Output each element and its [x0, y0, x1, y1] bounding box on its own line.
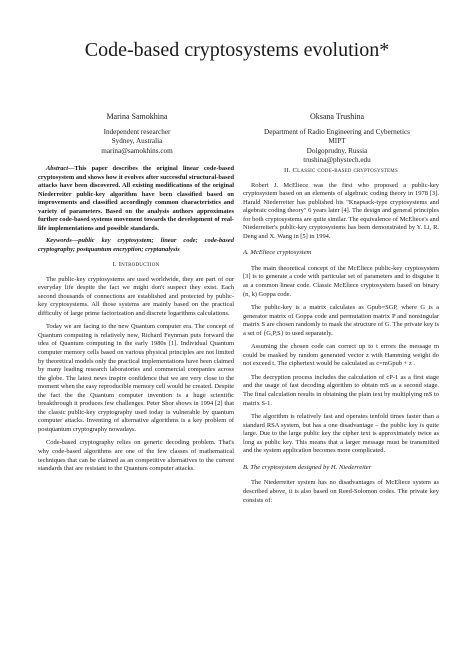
abstract-text: —This paper describes the original linear code-based cryptosystem and shows how it evolves after successful structural-based attacks have been discovered. All existing modifications of the original Niederreiter public-key algorithm have been classified based on improvements and classified accordingly common characteristics and variety of parameters. Based on the analysis authors approximates further code-based systems movement towards the development of real-life implementations and possible standards.	[38, 165, 234, 232]
paragraph: Code-based cryptography relies on generic decoding problem. That's why code-based algorithms are one of the few classes of mathematical techniques that can be claimed as an competitive alternatives to the current standards that are resistant to the Quantum computer attacks.	[38, 439, 234, 473]
paragraph: Robert J. McEliece was the first who proposed a public-key cryptosystem based on an elements of algebraic coding theory in 1978 [3]. Harald Niederreiter has published his "Knapsack-type cryptosystems and algebraic coding theory" 6 years later [4]. The design and general principles for both cryptosystems are quite similar. The equivalence of McEliece's and Niederreiter's public-key cryptosystems has been demonstrated by Y. Li, R. Deng and X. Wang in [5] in 1994.	[243, 181, 439, 240]
paragraph: Assuming the chosen code can correct up to t errors the message m could be masked by random generated vector z with Hamming weight do not exceed t. The ciphertext would be calculated as c=mGpub + z .	[243, 343, 439, 368]
subsection-heading-mceliece: A. McEliece cryptosystem	[243, 249, 312, 257]
author-institution: MIPT	[328, 137, 346, 146]
left-column	[38, 165, 234, 474]
paragraph: The algorithm is relatively fast and operates tenfold times faster than a standard RSA system, but has a one disadvantage – the public key is quite large. Due to the large public key the cipher text is approximately twice as long as public key. This means that a larger message must be transmitted and the system application becomes more complicated.	[243, 413, 439, 455]
author-affiliation: Department of Radio Engineering and Cybernetics	[264, 127, 410, 136]
abstract-label: Abstract	[46, 165, 69, 172]
author-email: marina@samokhins.com	[101, 146, 173, 155]
keywords-label: Keywords	[46, 237, 72, 244]
section-title: Introduction	[118, 261, 160, 269]
author-block-2	[252, 112, 422, 166]
abstract	[38, 165, 234, 233]
paragraph: The public-key is a matrix calculates as Gpub=SGP, where G is a generator matrix of Goppa code and permutation matrix P and nonsingular matrix S are chosen randomly to mask the structure of G. The private key is a set of {G,P,S} to used separately.	[243, 304, 439, 337]
author-email: trushina@phystech.edu	[303, 156, 371, 165]
section-heading-introduction	[38, 261, 234, 270]
author-location: Sydney, Australia	[111, 137, 163, 146]
section-title: Classic code-based cryptosystems	[292, 167, 398, 174]
section-heading-classic	[243, 167, 439, 176]
author-block-1	[52, 112, 222, 156]
author-name: Oksana Trushina	[309, 112, 364, 121]
paragraph: The main theoretical concept of the McEliece public-key cryptosystem [3] is to generate a code with particular set of parameters and to disguise it as a common linear code. Classic McEliece cryptosystem based on binary (n, k) Goppa code.	[243, 264, 439, 298]
paragraph: Today we are facing to the new Quantum computer era. The concept of Quantum computing is relatively new, Richard Feynman puts forward the idea of Quantum computing in the early 1980s [1]. Individual Quantum computer memory cells based on various physical principles are not limited by theoretical models only the practical implementations have been claimed by many leading research laboratories and commercial companies across the globe. The latest news inspire confidence that we are very close to the moment when the easy reproducible memory cell would be created. Despite the fact the the Quantum computer invention is a huge scientific breakthrough it produces few challenges. Peter Shor shows in 1994 [2] that the classic public-key cryptography used today is vulnerable by quantum computer attacks. Inventing of alternative algorithms is a key problem of postquantum cryptography nowadays.	[38, 323, 234, 433]
right-column	[243, 165, 439, 505]
paragraph: The Niederreiter system has no disadvantages of McEliece system as described above, it is also based on Reed-Solomon codes. The private key consists of:	[243, 479, 439, 504]
section-number: I.	[112, 261, 117, 269]
paper-title: Code-based cryptosystems evolution*	[84, 39, 390, 61]
author-location: Dolgoprudny, Russia	[306, 146, 368, 155]
keywords	[38, 237, 234, 254]
author-name: Marina Samokhina	[106, 112, 168, 121]
paragraph: The decryption process includes the calculation of cP-1 as a first stage and the usage of fast decoding algorithm to obtain mS as a second stage. The final calculation results in obtaining the plain text by multiplying mS to matrix S-1.	[243, 373, 439, 407]
section-number: II.	[284, 167, 291, 174]
keywords-text: —public key cryptosystem; linear code; code-based cryptography; postquantum encryption; cryptanalysis	[38, 237, 234, 253]
subsection-heading-niederreiter: B. The cryptosystem designed by H. Niederreiter	[243, 463, 372, 471]
paragraph: The public-key cryptosystems are used worldwide, they are part of our everyday life despite the fact we might don't suspect they exist. Each second thousands of connections are established and protected by public-key cryptosystems. All those systems are mainly based on the practical difficulty of large prime factorization and discrete logarithms calculations.	[38, 275, 234, 317]
author-affiliation: Independent researcher	[103, 127, 171, 136]
